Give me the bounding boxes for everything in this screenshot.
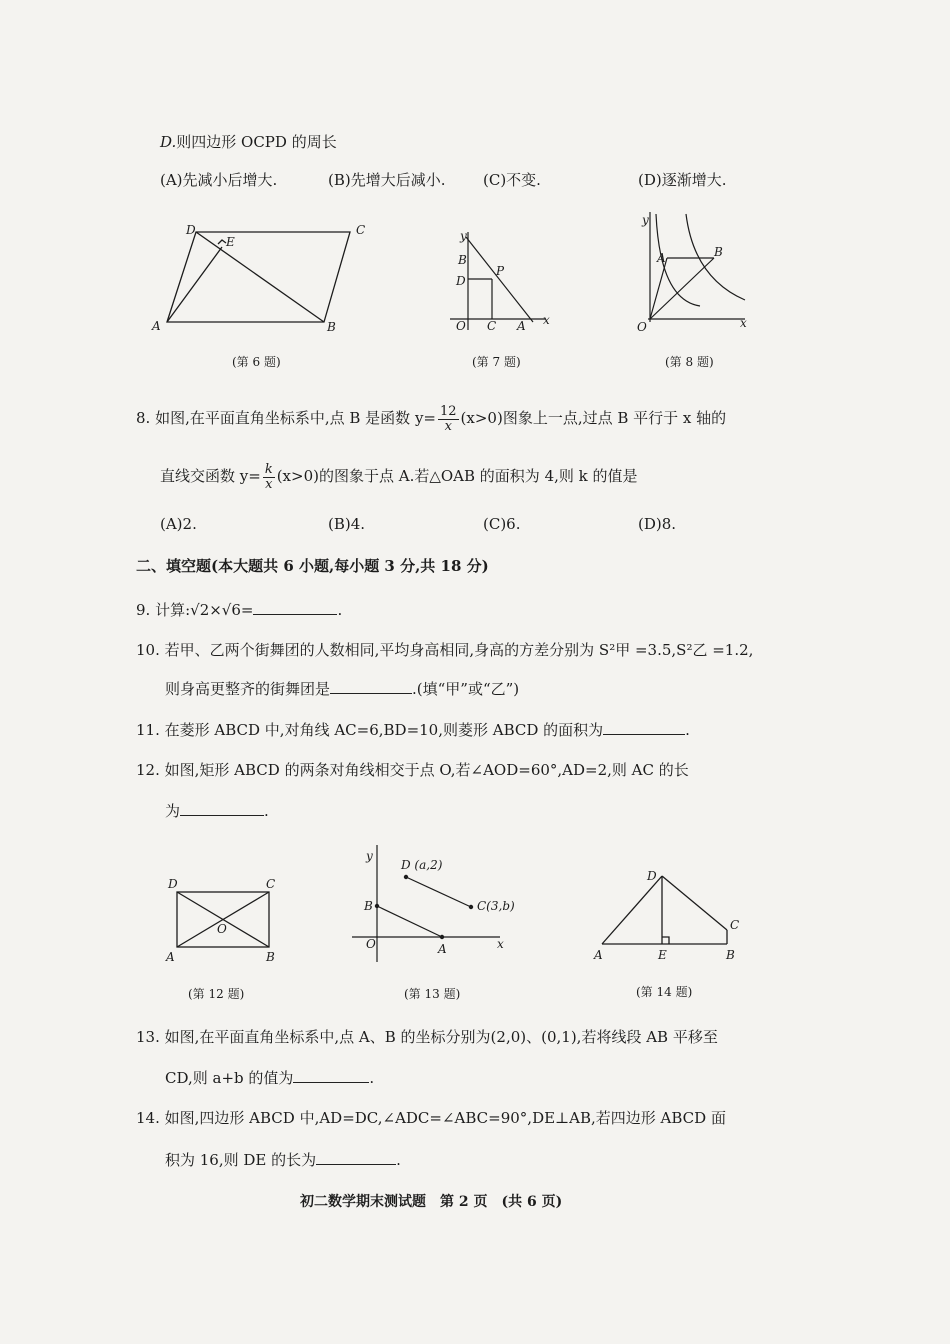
fig8-label-o: O (637, 320, 647, 334)
fig13-label-x: x (497, 937, 504, 951)
fig7-label-o: O (456, 319, 466, 333)
q8-option-c: (C)6. (483, 515, 521, 533)
q7-option-c: (C)不变. (483, 171, 541, 189)
q14-line2-a: 积为 16,则 DE 的长为 (165, 1151, 317, 1169)
fig7-label-c: C (487, 319, 497, 333)
fig14-label-c: C (730, 918, 740, 932)
fig7-label-a: A (517, 319, 526, 333)
q8-option-a: (A)2. (160, 515, 197, 533)
q10-line1: 10. 若甲、乙两个街舞团的人数相同,平均身高相同,身高的方差分别为 S²甲 =3.5,S²乙 =1.2, (136, 641, 754, 659)
fig7-label-d: D (456, 274, 466, 288)
q14-line2-b: . (396, 1151, 401, 1169)
q8-frac2-denominator: x (265, 476, 273, 492)
q14-answer-blank[interactable] (316, 1150, 396, 1165)
q12-line2-a: 为 (165, 802, 181, 820)
fig7-caption: (第 7 题) (472, 355, 521, 369)
section-2-heading: 二、填空题(本大题共 6 小题,每小题 3 分,共 18 分) (136, 557, 489, 575)
q7-option-b: (B)先增大后减小. (328, 171, 446, 189)
fig7-label-p: P (496, 264, 505, 278)
q13-line2-a: CD,则 a+b 的值为 (165, 1069, 294, 1087)
fig12-caption: (第 12 题) (188, 987, 245, 1001)
fig8-caption: (第 8 题) (665, 355, 714, 369)
fig8-label-a: A (657, 251, 666, 265)
fig6-caption: (第 6 题) (232, 355, 281, 369)
q12-line2-b: . (264, 802, 269, 820)
fig8-label-x: x (740, 316, 747, 330)
fig8-label-y: y (642, 213, 649, 227)
q13-line2-b: . (369, 1069, 375, 1087)
fig6-label-c: C (356, 223, 366, 237)
q7-tail-prefix: D. (160, 133, 177, 151)
q8-frac2-numerator: k (264, 461, 273, 477)
fig12-label-a: A (166, 950, 175, 964)
fig13-label-b: B (364, 899, 373, 913)
fig6-label-d: D (186, 223, 196, 237)
q14-line1: 14. 如图,四边形 ABCD 中,AD=DC,∠ADC=∠ABC=90°,DE⊥AB,若四边形 ABCD 面 (136, 1109, 726, 1127)
fig14-label-a: A (594, 948, 603, 962)
fig13-label-c: C(3,b) (477, 899, 515, 913)
fig13-label-o: O (366, 937, 376, 951)
q8-line1-a: 8. 如图,在平面直角坐标系中,点 B 是函数 y= (136, 409, 436, 427)
q13-line1: 13. 如图,在平面直角坐标系中,点 A、B 的坐标分别为(2,0)、(0,1),若将线段 AB 平移至 (136, 1028, 718, 1046)
fig14-label-e: E (658, 948, 667, 962)
q8-frac1-denominator: x (444, 418, 452, 434)
fig13-label-y: y (366, 849, 373, 863)
fig7-label-y: y (460, 229, 467, 243)
q8-frac1-numerator: 12 (440, 403, 457, 419)
q9-expression: √2×√6= (190, 601, 254, 619)
fig12-label-d: D (168, 877, 178, 891)
q9-prefix: 9. 计算: (136, 601, 191, 619)
fig7-label-b: B (458, 253, 467, 267)
q8-option-d: (D)8. (638, 515, 677, 533)
fig7-label-x: x (543, 313, 550, 327)
q7-option-d: (D)逐渐增大. (638, 171, 727, 189)
q7-option-a: (A)先减小后增大. (160, 171, 278, 189)
q10-line2-a: 则身高更整齐的街舞团是 (165, 680, 331, 698)
q8-option-b: (B)4. (328, 515, 366, 533)
fig13-caption: (第 13 题) (404, 987, 461, 1001)
fig14-segment-dc (662, 876, 727, 930)
q11-text: 11. 在菱形 ABCD 中,对角线 AC=6,BD=10,则菱形 ABCD 的面积为 (136, 721, 604, 739)
fig6-label-e: E (226, 235, 235, 249)
fig12-label-b: B (266, 950, 275, 964)
fig14-right-angle-mark (662, 937, 669, 944)
q9-suffix: . (337, 601, 343, 619)
q11-suffix: . (685, 721, 690, 739)
q14-line2 (165, 1150, 401, 1170)
fig6-label-a: A (152, 319, 161, 333)
page-footer: 初二数学期末测试题 第 2 页 (共 6 页) (300, 1194, 563, 1210)
fig12-label-o: O (217, 922, 227, 936)
q8-line2-a: 直线交函数 y= (160, 467, 261, 485)
fig13-label-d: D (a,2) (401, 858, 443, 872)
fig14-label-b: B (726, 948, 735, 962)
fig8-label-b: B (714, 245, 723, 259)
q8-line2-b: (x>0)的图象于点 A.若△OAB 的面积为 4,则 k 的值是 (276, 467, 638, 485)
q13-line2 (165, 1068, 374, 1088)
q10-line2-b: .(填“甲”或“乙”) (412, 680, 520, 698)
q8-line1-b: (x>0)图象上一点,过点 B 平行于 x 轴的 (460, 409, 727, 427)
fig13-label-a: A (438, 942, 447, 956)
fig14-label-d: D (647, 869, 657, 883)
fig12-label-c: C (266, 877, 276, 891)
q12-line1: 12. 如图,矩形 ABCD 的两条对角线相交于点 O,若∠AOD=60°,AD=2,则 AC 的长 (136, 761, 689, 779)
fig14-caption: (第 14 题) (636, 985, 693, 999)
fig6-label-b: B (327, 320, 336, 334)
q13-answer-blank[interactable] (293, 1068, 369, 1083)
q7-tail-text: 则四边形 OCPD 的周长 (176, 133, 337, 151)
fig14-segment-ad (602, 876, 662, 944)
